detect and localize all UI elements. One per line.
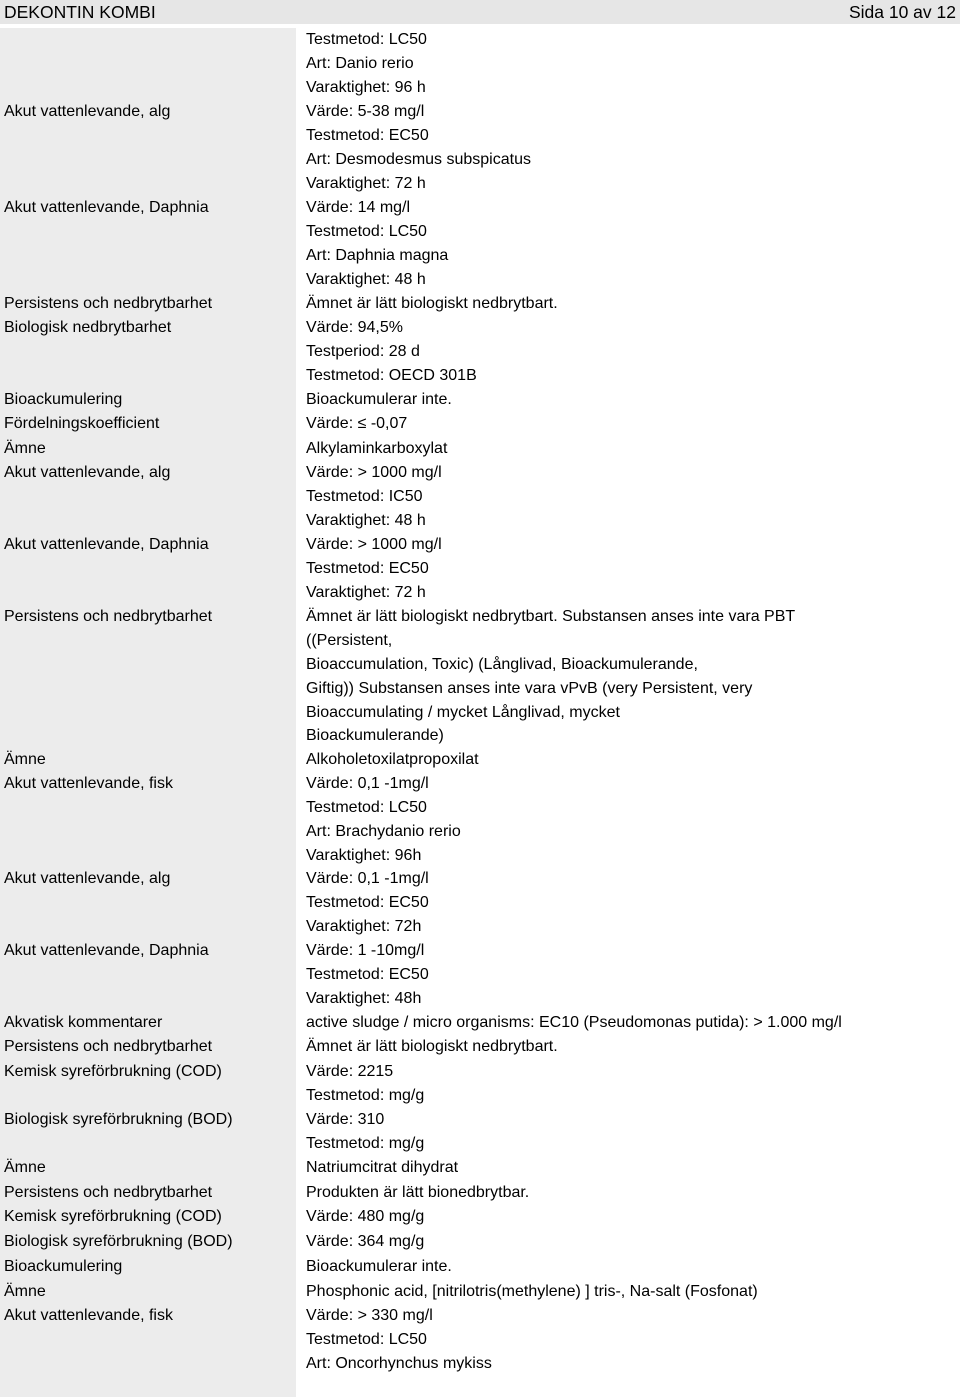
value-line: Värde: 14 mg/l: [306, 199, 411, 216]
row-label: Ämne: [4, 440, 46, 457]
row-values: [306, 196, 448, 292]
value-line: Testmetod: OECD 301B: [306, 366, 477, 384]
value-line: Testperiod: 28 d: [306, 342, 420, 360]
row-label: Akut vattenlevande, alg: [4, 103, 171, 120]
value-line: Värde: 2215: [306, 1063, 394, 1080]
row-label: Kemisk syreförbrukning (COD): [4, 1208, 222, 1225]
value-line: Bioackumulerar inte.: [306, 1258, 452, 1275]
value-line: Ämnet är lätt biologiskt nedbrytbart. Substansen anses inte vara PBT: [306, 608, 796, 625]
row-values: [306, 772, 461, 868]
document-title: DEKONTIN KOMBI: [4, 2, 156, 22]
value-line: Testmetod: LC50: [306, 31, 427, 48]
value-line: Varaktighet: 72 h: [306, 174, 426, 192]
value-line: Produkten är lätt bionedbrytbar.: [306, 1184, 530, 1201]
value-line: Varaktighet: 48h: [306, 989, 422, 1007]
value-line: Art: Oncorhynchus mykiss: [306, 1354, 492, 1372]
value-line: Testmetod: EC50: [306, 559, 429, 577]
value-line: Värde: > 1000 mg/l: [306, 464, 442, 481]
value-line: Bioackumulerar inte.: [306, 391, 452, 408]
row-values: [306, 1255, 452, 1279]
row-values: [306, 605, 795, 748]
value-line: Värde: 0,1 -1mg/l: [306, 870, 429, 887]
row-values: [306, 412, 407, 436]
row-values: [306, 1304, 492, 1376]
row-values: [306, 1181, 529, 1205]
row-values: [306, 533, 442, 605]
row-label: Persistens och nedbrytbarhet: [4, 1184, 213, 1201]
row-values: [306, 1060, 424, 1108]
value-line: Bioackumulerande): [306, 727, 444, 745]
row-label: Akvatisk kommentarer: [4, 1014, 163, 1031]
row-label: Akut vattenlevande, alg: [4, 870, 171, 887]
row-label: Persistens och nedbrytbarhet: [4, 295, 213, 312]
row-values: [306, 867, 429, 939]
value-line: Värde: 0,1 -1mg/l: [306, 775, 429, 792]
page-header: [0, 0, 960, 24]
row-label: Fördelningskoefficient: [4, 415, 160, 432]
row-label: Ämne: [4, 751, 46, 768]
row-values: [306, 1205, 424, 1229]
value-line: Värde: 480 mg/g: [306, 1208, 425, 1225]
value-line: Phosphonic acid, [nitrilotris(methylene) ] tris-, Na-salt (Fosfonat): [306, 1283, 758, 1300]
row-values: [306, 1230, 424, 1254]
value-line: Värde: ≤ -0,07: [306, 415, 408, 432]
row-values: [306, 748, 479, 772]
row-values: [306, 100, 531, 196]
row-values: [306, 437, 447, 461]
row-values: [306, 1156, 458, 1180]
value-line: ((Persistent,: [306, 631, 393, 649]
value-line: Testmetod: EC50: [306, 893, 429, 911]
row-values: [306, 388, 452, 412]
value-line: Varaktighet: 48 h: [306, 270, 426, 288]
value-line: Art: Daphnia magna: [306, 246, 449, 264]
value-line: Testmetod: EC50: [306, 965, 429, 983]
value-line: Art: Danio rerio: [306, 54, 414, 72]
row-label: Akut vattenlevande, fisk: [4, 775, 173, 792]
value-line: Varaktighet: 72 h: [306, 583, 426, 601]
value-line: Art: Brachydanio rerio: [306, 822, 461, 840]
row-label: Ämne: [4, 1283, 46, 1300]
value-line: Värde: 310: [306, 1111, 385, 1128]
row-label: Persistens och nedbrytbarhet: [4, 1038, 213, 1055]
value-line: Bioaccumulating / mycket Långlivad, mycket: [306, 703, 620, 721]
row-label: Akut vattenlevande, Daphnia: [4, 942, 209, 959]
row-label: Akut vattenlevande, fisk: [4, 1307, 173, 1324]
row-label: Kemisk syreförbrukning (COD): [4, 1063, 222, 1080]
row-label: Akut vattenlevande, alg: [4, 464, 171, 481]
value-line: Värde: 5-38 mg/l: [306, 103, 425, 120]
row-values: [306, 292, 558, 316]
value-line: Varaktighet: 96 h: [306, 78, 426, 96]
value-line: Testmetod: mg/g: [306, 1086, 425, 1104]
value-line: Alkylaminkarboxylat: [306, 440, 448, 457]
row-values: [306, 28, 427, 100]
value-line: Ämnet är lätt biologiskt nedbrytbart.: [306, 1038, 558, 1055]
value-line: Art: Desmodesmus subspicatus: [306, 150, 531, 168]
value-line: Testmetod: EC50: [306, 126, 429, 144]
row-label: Biologisk nedbrytbarhet: [4, 319, 172, 336]
row-label: Biologisk syreförbrukning (BOD): [4, 1233, 233, 1250]
value-line: Testmetod: mg/g: [306, 1134, 425, 1152]
value-line: Värde: 1 -10mg/l: [306, 942, 425, 959]
row-values: [306, 316, 477, 388]
row-label: Persistens och nedbrytbarhet: [4, 608, 213, 625]
value-line: Värde: > 330 mg/l: [306, 1307, 433, 1324]
value-line: Värde: 94,5%: [306, 319, 403, 336]
value-line: Värde: 364 mg/g: [306, 1233, 425, 1250]
value-line: Varaktighet: 96h: [306, 846, 422, 864]
value-line: Testmetod: LC50: [306, 222, 427, 240]
page-number: Sida 10 av 12: [848, 2, 956, 22]
value-line: Testmetod: LC50: [306, 798, 427, 816]
value-line: Alkoholetoxilatpropoxilat: [306, 751, 479, 768]
row-label: Bioackumulering: [4, 391, 123, 408]
row-values: [306, 1011, 842, 1035]
value-line: Bioaccumulation, Toxic) (Långlivad, Bioackumulerande,: [306, 655, 698, 673]
row-values: [306, 939, 429, 1011]
value-line: Värde: > 1000 mg/l: [306, 536, 442, 553]
row-label: Bioackumulering: [4, 1258, 123, 1275]
value-line: Giftig)) Substansen anses inte vara vPvB (very Persistent, very: [306, 679, 753, 697]
value-line: Varaktighet: 48 h: [306, 511, 426, 529]
row-values: [306, 1035, 558, 1059]
value-line: Ämnet är lätt biologiskt nedbrytbart.: [306, 295, 558, 312]
row-values: [306, 1108, 424, 1156]
value-line: Testmetod: LC50: [306, 1330, 427, 1348]
row-label: Ämne: [4, 1159, 46, 1176]
value-line: Natriumcitrat dihydrat: [306, 1159, 459, 1176]
row-values: [306, 461, 442, 533]
value-line: Varaktighet: 72h: [306, 917, 422, 935]
value-line: Testmetod: IC50: [306, 487, 423, 505]
row-values: [306, 1280, 758, 1304]
row-label: Biologisk syreförbrukning (BOD): [4, 1111, 233, 1128]
row-label: Akut vattenlevande, Daphnia: [4, 536, 209, 553]
value-line: active sludge / micro organisms: EC10 (Pseudomonas putida): > 1.000 mg/l: [306, 1014, 842, 1031]
row-label: Akut vattenlevande, Daphnia: [4, 199, 209, 216]
